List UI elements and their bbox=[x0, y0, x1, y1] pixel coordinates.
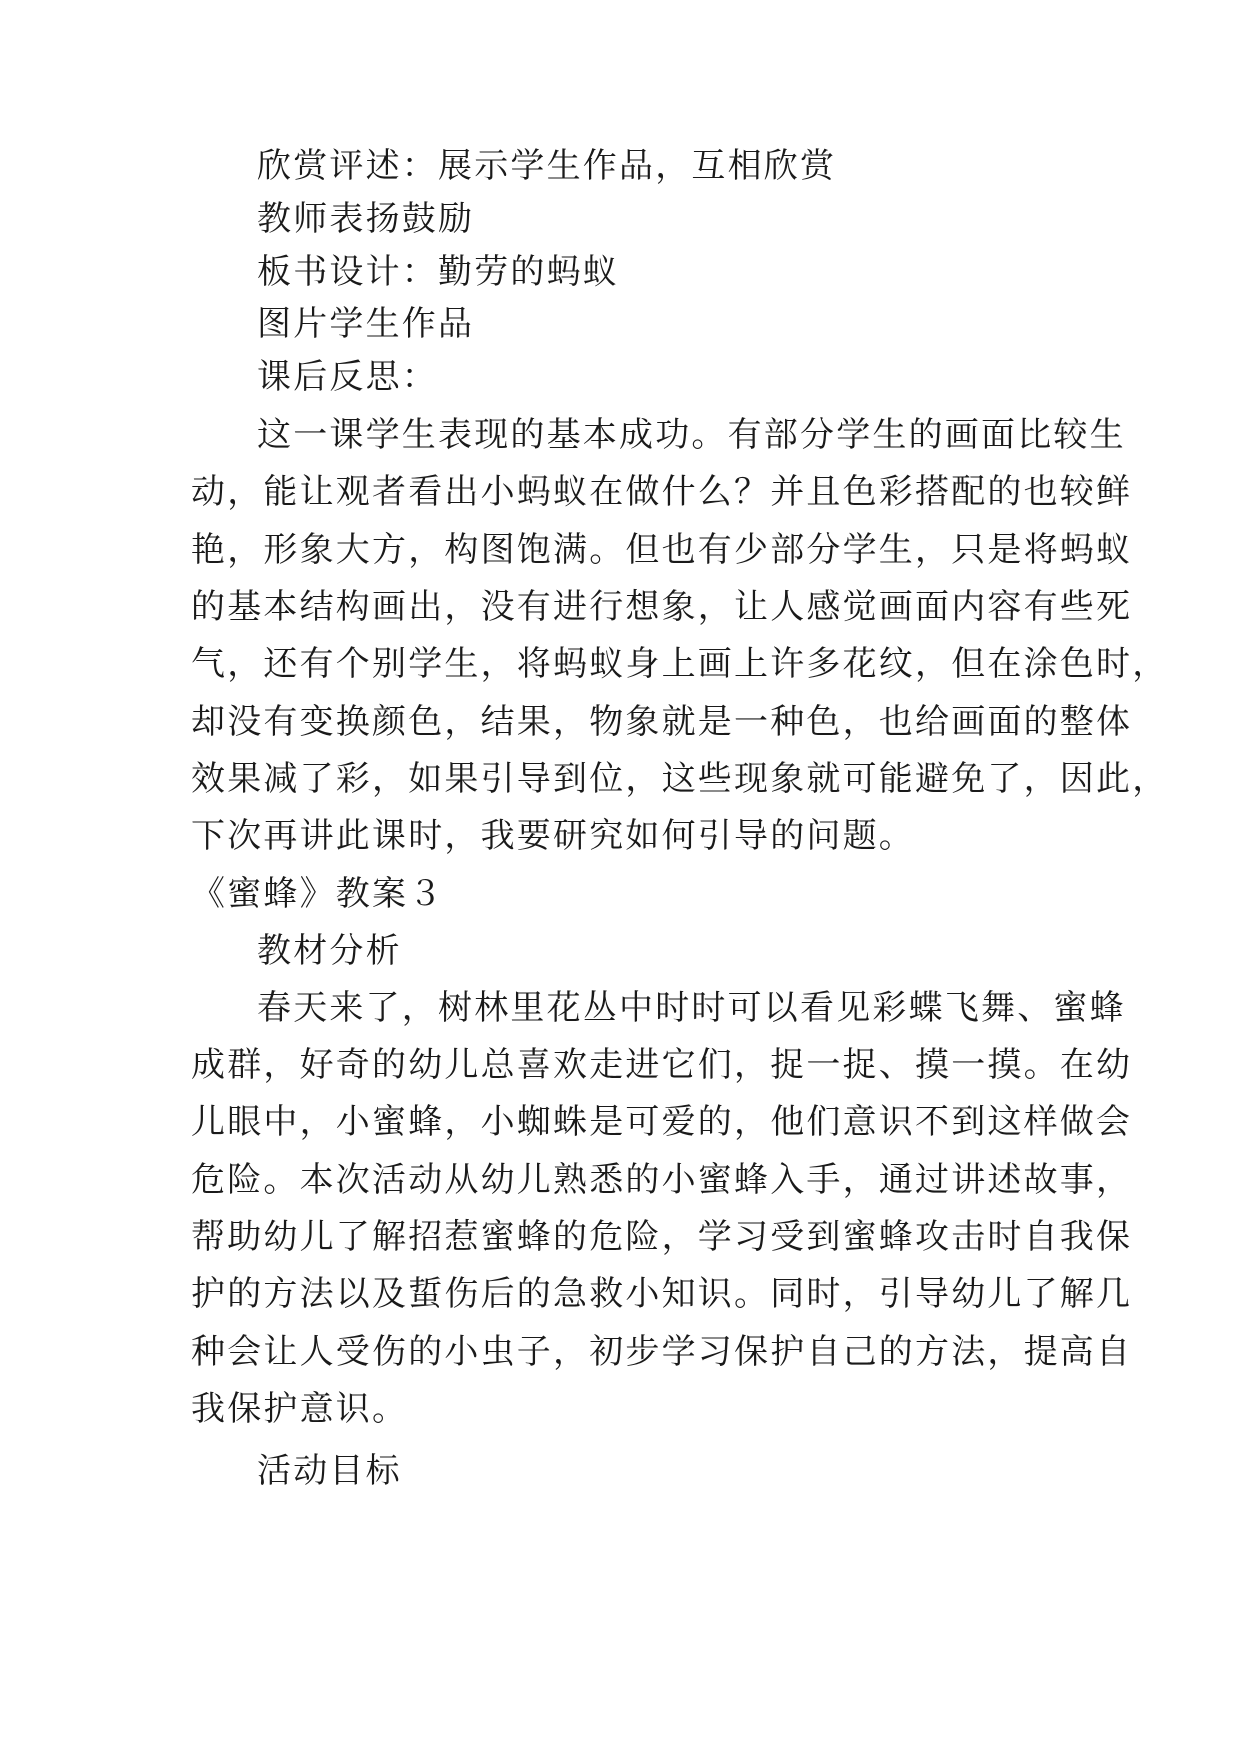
paragraph-line: 危险。本次活动从幼儿熟悉的小蜜蜂入手，通过讲述故事， bbox=[191, 1160, 1133, 1200]
paragraph-line: 效果减了彩，如果引导到位，这些现象就可能避免了，因此， bbox=[191, 759, 1169, 799]
paragraph-line: 艳，形象大方，构图饱满。但也有少部分学生，只是将蚂蚁 bbox=[191, 530, 1133, 570]
paragraph-line: 我保护意识。 bbox=[191, 1389, 409, 1429]
paragraph-line: 春天来了，树林里花丛中时时可以看见彩蝶飞舞、蜜蜂 bbox=[257, 988, 1126, 1028]
paragraph-line: 这一课学生表现的基本成功。有部分学生的画面比较生 bbox=[257, 415, 1126, 455]
section-heading: 课后反思： bbox=[257, 357, 438, 397]
text-line: 教师表扬鼓励 bbox=[257, 199, 475, 239]
paragraph-line: 护的方法以及蜇伤后的急救小知识。同时，引导幼儿了解几 bbox=[191, 1274, 1133, 1314]
paragraph-line: 成群，好奇的幼儿总喜欢走进它们，捉一捉、摸一摸。在幼 bbox=[191, 1045, 1133, 1085]
paragraph-line: 帮助幼儿了解招惹蜜蜂的危险，学习受到蜜蜂攻击时自我保 bbox=[191, 1217, 1133, 1257]
section-heading: 活动目标 bbox=[257, 1451, 402, 1491]
paragraph-line: 动，能让观者看出小蚂蚁在做什么？并且色彩搭配的也较鲜 bbox=[191, 472, 1133, 512]
text-line: 图片学生作品 bbox=[257, 304, 475, 344]
text-line: 欣赏评述：展示学生作品，互相欣赏 bbox=[257, 146, 837, 186]
paragraph-line: 种会让人受伤的小虫子，初步学习保护自己的方法，提高自 bbox=[191, 1332, 1133, 1372]
paragraph-line: 的基本结构画出，没有进行想象，让人感觉画面内容有些死 bbox=[191, 587, 1133, 627]
paragraph-line: 儿眼中，小蜜蜂，小蜘蛛是可爱的，他们意识不到这样做会 bbox=[191, 1102, 1133, 1142]
section-heading: 教材分析 bbox=[257, 931, 402, 971]
paragraph-line: 却没有变换颜色，结果，物象就是一种色，也给画面的整体 bbox=[191, 702, 1133, 742]
text-line: 板书设计：勤劳的蚂蚁 bbox=[257, 252, 619, 292]
document-title: 《蜜蜂》教案３ bbox=[191, 874, 445, 914]
paragraph-line: 下次再讲此课时，我要研究如何引导的问题。 bbox=[191, 816, 915, 856]
paragraph-line: 气，还有个别学生，将蚂蚁身上画上许多花纹，但在涂色时， bbox=[191, 644, 1169, 684]
